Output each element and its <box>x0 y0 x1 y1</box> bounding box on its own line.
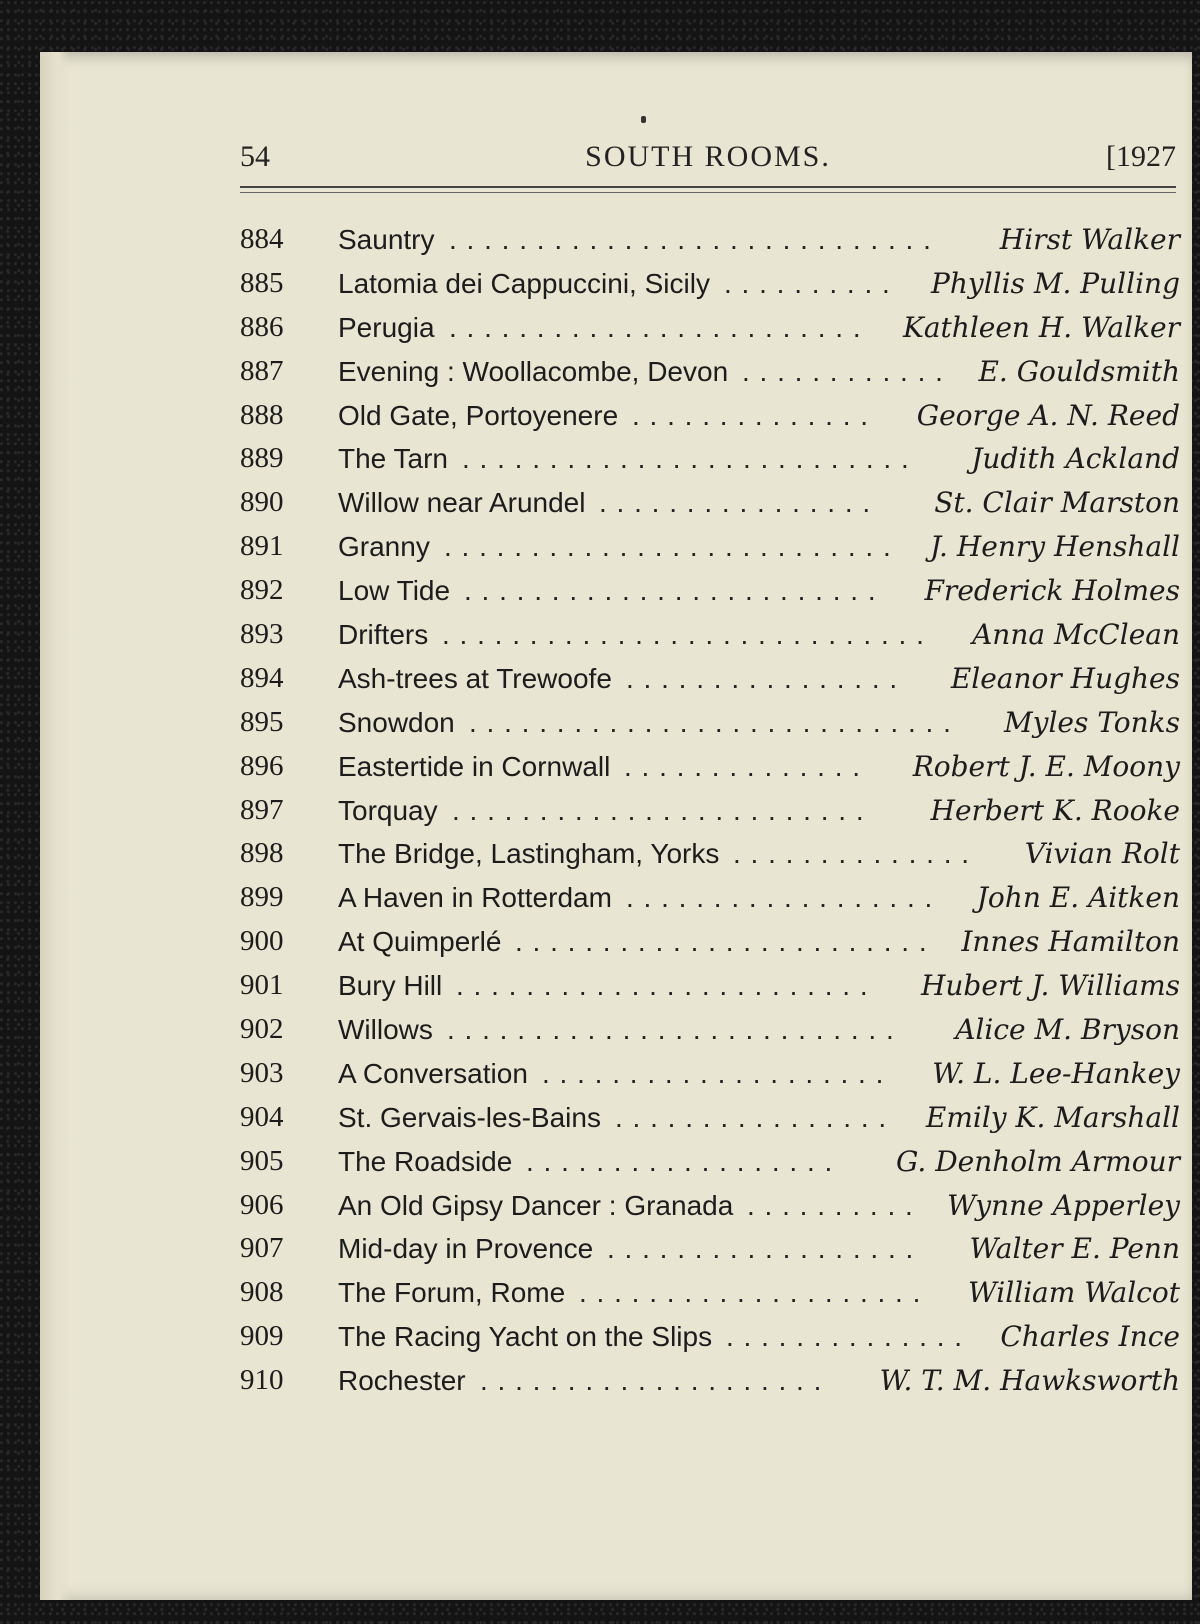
catalogue-entry <box>240 832 1180 876</box>
entry-title: Sauntry <box>338 224 435 255</box>
dot-leader: . . . . . . . . . . . . . . . . . . <box>626 882 934 914</box>
entry-artist: St. Clair Marston <box>934 486 1180 520</box>
entry-number: 891 <box>240 530 284 563</box>
dot-leader: . . . . . . . . . . . . . . . . . . . . . . . . <box>449 311 862 343</box>
entry-artist: Alice M. Bryson <box>955 1013 1180 1047</box>
section-title: SOUTH ROOMS. <box>585 140 831 173</box>
catalogue-entry <box>240 789 1180 833</box>
entry-artist: Judith Ackland <box>971 442 1180 476</box>
catalogue-entry <box>240 306 1180 350</box>
entry-title: Mid-day in Provence <box>338 1233 594 1265</box>
entry-number: 901 <box>240 969 284 1002</box>
entry-title: Drifters <box>338 619 429 651</box>
dot-leader: . . . . . . . . . . . . . . . . . . . . . . . . . . . . <box>469 706 952 738</box>
entry-number: 906 <box>240 1188 284 1221</box>
entry-number: 902 <box>240 1013 284 1046</box>
entry-artist: J. Henry Henshall <box>929 530 1180 564</box>
catalogue-entry <box>240 920 1180 964</box>
catalogue-entry <box>240 613 1180 657</box>
entry-number: 885 <box>240 266 284 299</box>
entry-title: A Conversation <box>338 1057 528 1089</box>
catalogue-list <box>240 218 1180 1403</box>
entry-artist: G. Denholm Armour <box>896 1144 1180 1178</box>
entry-title: Snowdon <box>338 706 455 738</box>
catalogue-entry <box>240 1052 1180 1096</box>
header-rule-thin <box>240 192 1176 193</box>
entry-number: 894 <box>240 661 284 694</box>
dot-leader: . . . . . . . . . . . . . . . . . . . . . . . . . . . . <box>442 619 925 651</box>
entry-title: At Quimperlé <box>338 926 502 958</box>
dot-leader: . . . . . . . . . . . . . . . . . . . . . . . . . . <box>444 531 892 563</box>
entry-title: Rochester <box>338 1365 466 1397</box>
entry-title: Granny <box>338 531 430 563</box>
entry-title: A Haven in Rotterdam <box>338 882 612 914</box>
entry-artist: Hirst Walker <box>999 223 1180 256</box>
catalogue-entry <box>240 1008 1180 1052</box>
entry-title: The Tarn <box>338 443 448 475</box>
catalogue-entry <box>240 262 1180 306</box>
dot-leader: . . . . . . . . . . . . . . . . . . . . <box>579 1277 922 1309</box>
dot-leader: . . . . . . . . . . . . . . <box>726 1321 964 1353</box>
dot-leader: . . . . . . . . . . . . . . . . . . <box>526 1145 834 1177</box>
entry-artist: John E. Aitken <box>976 881 1180 915</box>
entry-title: The Racing Yacht on the Slips <box>338 1321 713 1353</box>
catalogue-entry <box>240 218 1180 262</box>
dot-leader: . . . . . . . . . . <box>747 1189 914 1221</box>
entry-artist: Hubert J. Williams <box>920 969 1180 1003</box>
dot-leader: . . . . . . . . . . . . . . . . . . . . . . . . <box>452 794 865 826</box>
entry-title: Old Gate, Portoyenere <box>338 399 619 431</box>
entry-title: Eastertide in Cornwall <box>338 750 611 782</box>
dot-leader: . . . . . . . . . . . . . . . . . . . . . . . . . . . . <box>449 224 932 255</box>
entry-artist: Charles Ince <box>1000 1320 1180 1354</box>
entry-artist: Frederick Holmes <box>924 574 1180 608</box>
catalogue-entry <box>240 876 1180 920</box>
entry-artist: E. Gouldsmith <box>978 354 1180 388</box>
entry-artist: Wynne Apperley <box>947 1188 1180 1222</box>
entry-artist: W. L. Lee-Hankey <box>932 1056 1180 1090</box>
catalogue-entry <box>240 964 1180 1008</box>
entry-artist: W. T. M. Hawksworth <box>879 1364 1180 1398</box>
entry-number: 892 <box>240 574 284 607</box>
dot-leader: . . . . . . . . . . . . . . . . . . <box>607 1233 915 1265</box>
catalogue-entry <box>240 1227 1180 1271</box>
entry-title: Low Tide <box>338 575 451 607</box>
catalogue-entry <box>240 1096 1180 1140</box>
entry-title: Evening : Woollacombe, Devon <box>338 355 729 387</box>
entry-number: 884 <box>240 223 284 255</box>
catalogue-entry <box>240 701 1180 745</box>
entry-number: 903 <box>240 1056 284 1089</box>
catalogue-entry <box>240 1315 1180 1359</box>
catalogue-entry <box>240 569 1180 613</box>
entry-number: 905 <box>240 1144 284 1177</box>
entry-title: The Bridge, Lastingham, Yorks <box>338 838 720 870</box>
entry-number: 907 <box>240 1232 284 1265</box>
entry-number: 893 <box>240 618 284 651</box>
dot-leader: . . . . . . . . . . . . . . . . <box>626 662 899 694</box>
entry-artist: Eleanor Hughes <box>950 661 1180 695</box>
entry-title: Latomia dei Cappuccini, Sicily <box>338 267 710 299</box>
entry-artist: Anna McClean <box>972 618 1180 652</box>
dot-leader: . . . . . . . . . . . . . . . . <box>615 1101 888 1133</box>
dot-leader: . . . . . . . . . . . . . . <box>624 750 862 782</box>
entry-number: 909 <box>240 1320 284 1353</box>
entry-number: 895 <box>240 705 284 738</box>
entry-number: 908 <box>240 1276 284 1309</box>
entry-number: 897 <box>240 793 284 826</box>
entry-artist: Vivian Rolt <box>1024 837 1180 871</box>
dot-leader: . . . . . . . . . . . . . . <box>733 838 971 870</box>
entry-number: 886 <box>240 310 284 343</box>
page-number: 54 <box>240 140 270 173</box>
year-label: [1927 <box>1106 140 1176 173</box>
entry-title: The Forum, Rome <box>338 1277 566 1309</box>
entry-title: Perugia <box>338 311 435 343</box>
dot-leader: . . . . . . . . . . . . . . . . . . . . . . . . . . <box>447 1014 895 1046</box>
dot-leader: . . . . . . . . . . . . . . . . . . . . <box>480 1365 823 1397</box>
running-header <box>240 140 1176 180</box>
header-rule <box>240 186 1176 188</box>
entry-artist: Myles Tonks <box>1003 705 1180 739</box>
catalogue-entry <box>240 481 1180 525</box>
catalogue-entry <box>240 1359 1180 1403</box>
dot-leader: . . . . . . . . . . . . . . . . . . . . . . . . <box>456 970 869 1002</box>
catalogue-entry <box>240 1184 1180 1228</box>
dot-leader: . . . . . . . . . . . . . . . . . . . . <box>542 1057 885 1089</box>
entry-artist: William Walcot <box>967 1276 1180 1310</box>
catalogue-entry <box>240 745 1180 789</box>
entry-number: 899 <box>240 881 284 914</box>
catalogue-entry <box>240 350 1180 394</box>
entry-title: St. Gervais-les-Bains <box>338 1101 601 1133</box>
dot-leader: . . . . . . . . . . . . . . . . . . . . . . . . . . <box>462 443 910 475</box>
entry-artist: George A. N. Reed <box>916 398 1180 432</box>
entry-title: Torquay <box>338 794 438 826</box>
dot-leader: . . . . . . . . . . . . . . . . <box>599 487 872 519</box>
entry-artist: Emily K. Marshall <box>925 1100 1180 1134</box>
dot-leader: . . . . . . . . . . . . <box>742 355 944 387</box>
entry-artist: Kathleen H. Walker <box>902 310 1180 344</box>
page-gutter <box>40 52 70 1600</box>
entry-number: 900 <box>240 925 284 958</box>
entry-number: 904 <box>240 1100 284 1133</box>
dot-leader: . . . . . . . . . . . . . . . . . . . . . . . . <box>515 926 928 958</box>
ink-speck <box>641 116 646 123</box>
entry-artist: Phyllis M. Pulling <box>931 266 1180 300</box>
entry-title: Willows <box>338 1014 433 1046</box>
entry-number: 888 <box>240 398 284 431</box>
entry-number: 890 <box>240 486 284 519</box>
entry-artist: Walter E. Penn <box>969 1232 1180 1266</box>
catalogue-entry <box>240 1140 1180 1184</box>
catalogue-entry <box>240 394 1180 438</box>
entry-number: 910 <box>240 1364 284 1397</box>
catalogue-entry <box>240 437 1180 481</box>
entry-number: 896 <box>240 749 284 782</box>
dot-leader: . . . . . . . . . . . . . . . . . . . . . . . . <box>464 575 877 607</box>
catalogue-entry <box>240 657 1180 701</box>
entry-title: Bury Hill <box>338 970 443 1002</box>
dot-leader: . . . . . . . . . . . . . . <box>632 399 870 431</box>
entry-number: 887 <box>240 354 284 387</box>
entry-title: An Old Gipsy Dancer : Granada <box>338 1189 734 1221</box>
dot-leader: . . . . . . . . . . <box>724 267 891 299</box>
entry-artist: Herbert K. Rooke <box>930 793 1180 827</box>
entry-number: 898 <box>240 837 284 870</box>
entry-title: The Roadside <box>338 1145 513 1177</box>
entry-artist: Robert J. E. Moony <box>912 749 1180 783</box>
entry-title: Ash-trees at Trewoofe <box>338 662 612 694</box>
catalogue-entry <box>240 525 1180 569</box>
entry-title: Willow near Arundel <box>338 487 586 519</box>
catalogue-entry <box>240 1271 1180 1315</box>
entry-number: 889 <box>240 442 284 475</box>
entry-artist: Innes Hamilton <box>961 925 1180 959</box>
